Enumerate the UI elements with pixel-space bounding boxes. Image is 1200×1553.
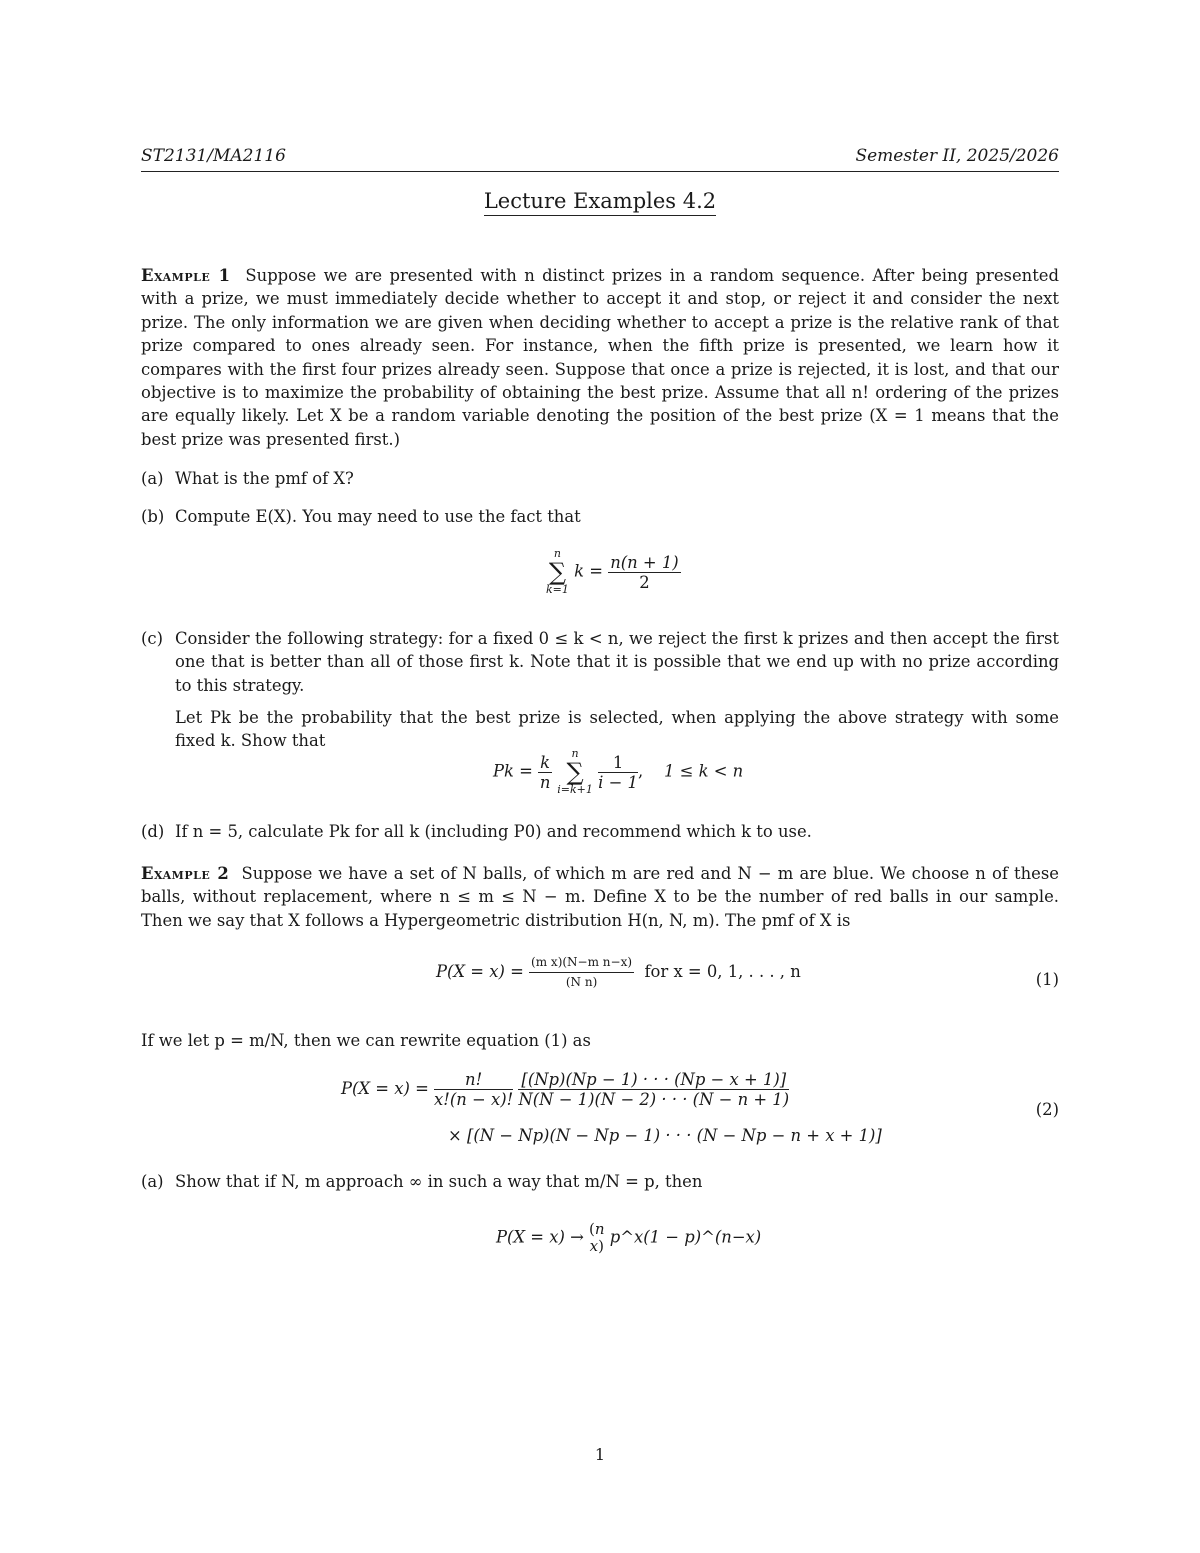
course-code: ST2131/MA2116 xyxy=(141,146,286,166)
header-rule xyxy=(141,171,1059,172)
page-number: 1 xyxy=(594,1445,606,1464)
example1-label: Example 1 xyxy=(141,266,231,285)
sum-formula: n ∑ k=1 k = $\frac{n(n + 1)}{2}$ xyxy=(546,547,679,596)
page-title: Lecture Examples 4.2 xyxy=(141,189,1059,213)
rewritten-pmf: P(X = x) = $\frac{n!}{x!(n - x)!}$ $\frac{[(Np)(Np - 1) \cdot \cdot \cdot (Np - x + 1)]}{N(N - 1)(N - 2) \cdot \cdot \cdot (N - n + 1)}$ xyxy=(341,1070,790,1109)
example1-part-c: (c) Consider the following strategy: for a fixed 0 ≤ k < n, we reject the first k prizes and then accept the first one that is better than all of those first k. Note that it is possible that we end up with no prize according to this strategy. xyxy=(141,629,1059,695)
example2-intro: Example 2 Suppose we have a set of N balls, of which m are red and N − m are blue. We choose n of these balls, without replacement, where n ≤ m ≤ N − m. Define X to be the number of red balls in our sample. Then we say that X follows a Hypergeometric distribution H(n, N, m). The pmf of X is xyxy=(141,864,1059,930)
example2-rewrite-text: If we let p = m/N, then we can rewrite equation (1) as xyxy=(141,1031,591,1050)
equation-number-1: (1) xyxy=(1035,970,1059,989)
example1-intro: Example 1 Suppose we are presented with n distinct prizes in a random sequence. After being presented with a prize, we must immediately decide whether to accept it and stop, or reject it and consider the next prize. The only information we are given when deciding whether to accept a prize is the relative rank of that prize compared to ones already seen. For instance, when the fifth prize is presented, we learn how it compares with the first four prizes already seen. Suppose that once a prize is rejected, it is lost, and that our objective is to maximize the probability of obtaining the best prize. Assume that all n! ordering of the prizes are equally likely. Let X be a random variable denoting the position of the best prize (X = 1 means that the best prize was presented first.) xyxy=(141,266,1059,449)
binomial-limit: P(X = x) → (n x) p^x(1 − p)^(n−x) xyxy=(496,1220,762,1255)
pk-formula: Pk = $\frac{k}{n}$ n ∑ i=k+1 $\frac{1}{i - 1}$, 1 ≤ k < n xyxy=(493,747,744,796)
example2-label: Example 2 xyxy=(141,864,230,883)
hypergeometric-pmf: P(X = x) = $\frac{\text{(m x)(N−m n−x)}}{\text{(N n)}}$ for x = 0, 1, . . . , n xyxy=(436,955,801,989)
semester-label: Semester II, 2025/2026 xyxy=(855,146,1059,166)
document-page: ST2131/MA2116 Semester II, 2025/2026 Lecture Examples 4.2 Example 1 Suppose we are presented with n distinct prizes in a random sequence. After being presented with a prize, we must immediately decide whether to accept it and stop, or reject it and consider the next prize. The only information we are given when deciding whether to accept a prize is the relative rank of that prize compared to ones already seen. For instance, when the fifth prize is presented, we learn how it compares with the first four prizes already seen. Suppose that once a prize is rejected, it is lost, and that our objective is to maximize the probability of obtaining the best prize. Assume that all n! ordering of the prizes are equally likely. Let X be a random variable denoting the position of the best prize (X = 1 means that the best prize was presented first.) (a) What is the pmf of X? (b) Compute E(X). You may need to use the fact that n ∑ k=1 k = $\frac{n(n + 1)}{2}$ (c) Consider the following strategy: for a fixed 0 ≤ k < n, we reject the first k prizes and then accept the first one that is better than all of those first k. Note that it is possible that we end up with no prize according to this strategy. Let Pk be the probability that the best prize is selected, when applying the above strategy with some fixed k. Show that Pk = $\frac{k}{n}$ n ∑ i=k+1 $\frac{1}{i - 1}$, 1 ≤ k < n (d) If n = 5, calculate Pk for all k (including P0) and recommend which k to use. Example 2 Suppose we have a set of N balls, of which m are red and N − m are blue. We choose n of these balls, without replacement, where n ≤ m ≤ N − m. Define X to be the number of red balls in our sample. Then we say that X follows a Hypergeometric distribution H(n, N, m). The pmf of X is P(X = x) = $\frac{\text{(m x)(N−m n−x)}}{\text{(N n)}}$ for x = 0, 1, . . . , n (1) If we let p = m/N, then we can rewrite equation (1) as P(X = x) = $\frac{n!}{x!(n - x)!}$ $\frac{[(Np)(Np - 1) \cdot \cdot \cdot (Np - x + 1)]}{N(N - 1)(N - 2) \cdot \cdot \cdot (N - n + 1)}$ × [(N − Np)(N − Np − 1) · · · (N − Np − n + x + 1)] (2) (a) Show that if N, m approach ∞ in such a way that m/N = p, then P(X = x) → (n x) p^x(1 − p)^(n−x) 1 xyxy=(141,146,1059,1464)
rewritten-pmf-line2: × [(N − Np)(N − Np − 1) · · · (N − Np − n + x + 1)] xyxy=(448,1126,882,1145)
equation-number-2: (2) xyxy=(1035,1100,1059,1119)
